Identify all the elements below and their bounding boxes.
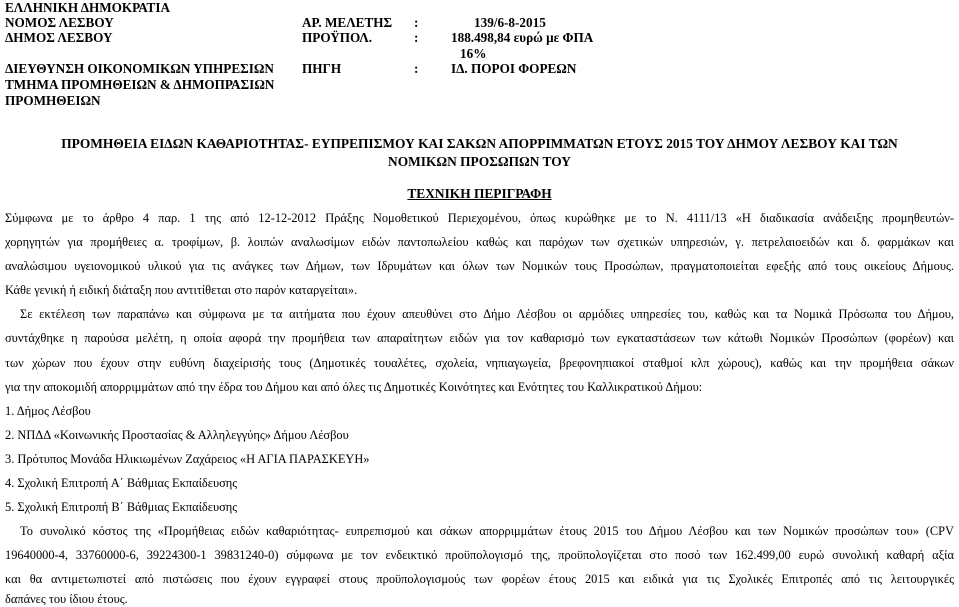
document-title-line: ΝΟΜΙΚΩΝ ΠΡΟΣΩΠΩΝ ΤΟΥ <box>388 154 571 169</box>
budget-amount: 188.498,84 <box>451 30 511 45</box>
body-text-line: Σύμφωνα με το άρθρο 4 παρ. 1 της από 12-12-2012 Πράξης Νομοθετικού Περιεχομένου, όπως κυρώθηκε με το Ν. 4111/13 «Η διαδικασία ανάδειξης προμηθευτών- <box>5 211 954 225</box>
body-text-line: των χώρων που έχουν στην ευθύνη διαχείρισής τους (Δημοτικές τουαλέτες, σχολεία, νηπιαγωγεία, βρεφονηπιακοί σταθμοί κλπ χώρους), καθώς και την προμήθεια σάκων <box>5 356 954 370</box>
body-text-line: αναλώσιμου υγειονομικού υλικού για τις ανάγκες των Δήμων, των Ιδρυμάτων και όλων των Νομικών τους Προσώπων, πραγματοποιείται εφεξής από τους οικείους Δήμους. <box>5 259 954 273</box>
section-heading: ΤΕΧΝΙΚΗ ΠΕΡΙΓΡΑΦΗ <box>407 186 552 201</box>
budget-value <box>451 30 593 46</box>
document-title-line: ΠΡΟΜΗΘΕΙΑ ΕΙΔΩΝ ΚΑΘΑΡΙΟΤΗΤΑΣ- ΕΥΠΡΕΠΙΣΜΟΥ ΚΑΙ ΣΑΚΩΝ ΑΠΟΡΡΙΜΜΑΤΩΝ ΕΤΟΥΣ 2015 ΤΟΥ ΔΗΜΟΥ ΛΕΣΒΟΥ ΚΑΙ ΤΩΝ <box>61 136 898 151</box>
funding-source-value: ΙΔ. ΠΟΡΟΙ ΦΟΡΕΩΝ <box>451 61 577 76</box>
header-left-line: ΔΗΜΟΣ ΛΕΣΒΟΥ <box>5 30 113 45</box>
header-left-line: ΕΛΛΗΝΙΚΗ ΔΗΜΟΚΡΑΤΙΑ <box>5 0 170 15</box>
study-number-colon: : <box>414 15 419 30</box>
header-left-line: ΤΜΗΜΑ ΠΡΟΜΗΘΕΙΩΝ & ΔΗΜΟΠΡΑΣΙΩΝ <box>5 77 275 92</box>
budget-label: ΠΡΟΫΠΟΛ. <box>302 30 373 45</box>
list-item: 5. Σχολική Επιτροπή Β΄ Βάθμιας Εκπαίδευσης <box>5 500 238 514</box>
body-text-line: χορηγητών για προμήθειες α. τροφίμων, β. λοιπών αναλωσίμων ειδών παντοπωλείου καθώς και παρόχων των σχετικών υπηρεσιών, γ. πετρελαιοειδών και δ. φαρμάκων και <box>5 235 954 249</box>
body-text-line: Σε εκτέλεση των παραπάνω και σύμφωνα με τα αιτήματα που έχουν απευθύνει στο Δήμο Λέσβου οι αρμόδιες υπηρεσίες του, καθώς και τα Νομικά Πρόσωπα του Δήμου, <box>20 307 954 321</box>
header-left-line: ΝΟΜΟΣ ΛΕΣΒΟΥ <box>5 15 114 30</box>
study-number-label: ΑΡ. ΜΕΛΕΤΗΣ <box>302 15 393 30</box>
body-text-line: δαπάνες του ίδιου έτους. <box>5 592 128 606</box>
body-text-line: για την αποκομιδή απορριμμάτων από την έδρα του Δήμου και από όλες τις Δημοτικές Κοινότητες και Ενότητες του Καλλικρατικού Δήμου: <box>5 380 703 394</box>
budget-colon: : <box>414 30 419 45</box>
study-number-value: 139/6-8-2015 <box>474 15 546 30</box>
list-item: 1. Δήμος Λέσβου <box>5 404 91 418</box>
list-item: 4. Σχολική Επιτροπή Α΄ Βάθμιας Εκπαίδευσης <box>5 476 238 490</box>
budget-suffix: ευρώ με ΦΠΑ <box>513 30 594 45</box>
body-text-line: Κάθε γενική ή ειδική διάταξη που αντιτίθεται στο παρόν καταργείται». <box>5 283 358 297</box>
list-item: 2. ΝΠΔΔ «Κοινωνικής Προστασίας & Αλληλεγγύης» Δήμου Λέσβου <box>5 428 349 442</box>
vat-percentage: 16% <box>460 46 487 61</box>
body-text-line: και θα αντιμετωπιστεί από πιστώσεις που έχουν εγγραφεί στους προϋπολογισμούς των φορέων έτους 2015 και ειδικά για τις Σχολικές Επιτροπές από τις λειτουργικές <box>5 572 954 586</box>
funding-source-label: ΠΗΓΗ <box>302 61 342 76</box>
body-text-line: συντάχθηκε η παρούσα μελέτη, η οποία αφορά την προμήθεια των απαραίτητων ειδών για τον καθαρισμό των εγκαταστάσεων των κάτωθι Νομικών Προσώπων (φορέων) και <box>5 331 954 345</box>
body-text-line: Το συνολικό κόστος της «Προμήθειας ειδών καθαριότητας- ευπρεπισμού και σάκων απορριμμάτων έτους 2015 του Δήμου Λέσβου και των Νομικών προσώπων του» (CPV <box>20 524 954 538</box>
header-left-line: ΔΙΕΥΘΥΝΣΗ ΟΙΚΟΝΟΜΙΚΩΝ ΥΠΗΡΕΣΙΩΝ <box>5 61 274 76</box>
funding-source-colon: : <box>414 61 419 76</box>
list-item: 3. Πρότυπος Μονάδα Ηλικιωμένων Ζαχάρειος «Η ΑΓΙΑ ΠΑΡΑΣΚΕΥΗ» <box>5 452 370 466</box>
body-text-line: 19640000-4, 33760000-6, 39224300-1 39831240-0) σύμφωνα με τον ενδεικτικό προϋπολογισμό της, προϋπολογίζεται στο ποσό των 162.499,00 ευρώ συνολική καθαρή αξία <box>5 548 954 562</box>
header-left-line: ΠΡΟΜΗΘΕΙΩΝ <box>5 93 101 108</box>
